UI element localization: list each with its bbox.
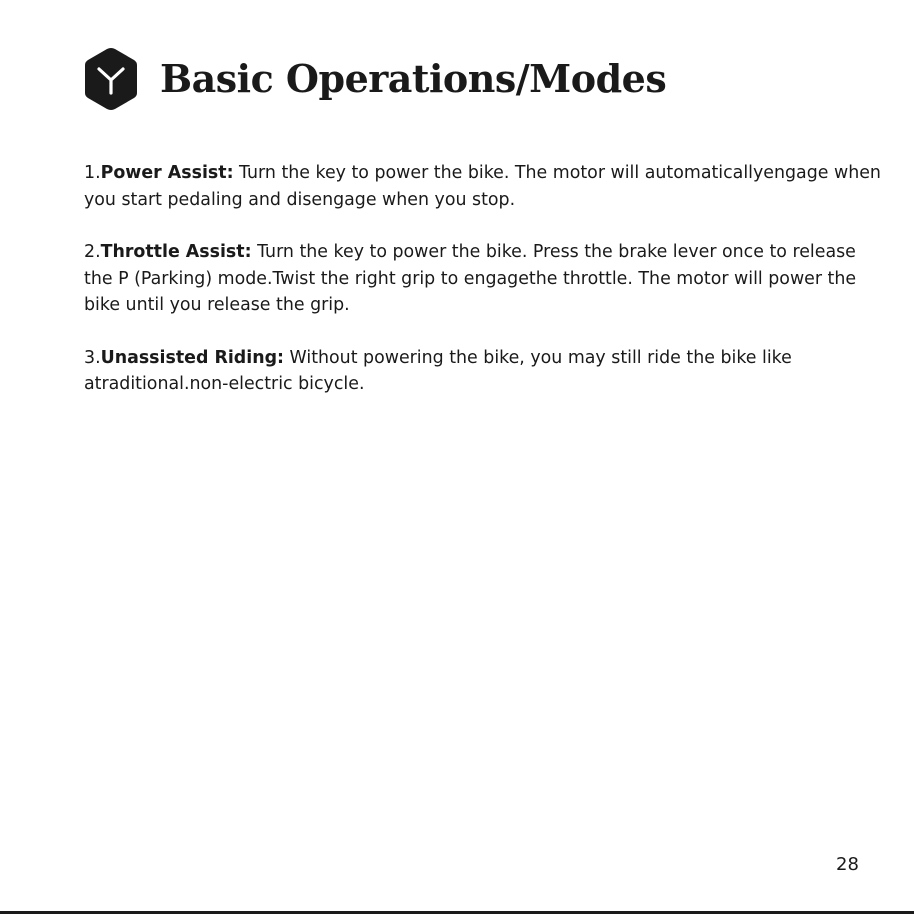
mode-description: Turn the key to power the bike. Press the brake lever once to release the P (Parking) mode.Twist the right grip to engagethe throttle. The motor will power the bike until you release the grip. (84, 242, 857, 315)
mode-term: Unassisted Riding: (100, 347, 285, 368)
mode-paragraph-unassisted-riding (84, 345, 884, 398)
mode-term: Throttle Assist: (100, 242, 252, 262)
page-header (82, 44, 666, 114)
page-title: Basic Operations/Modes (160, 56, 667, 101)
mode-paragraph-throttle-assist (84, 239, 884, 319)
mode-paragraph-power-assist (84, 160, 884, 213)
hexagon-logo-icon (82, 45, 140, 113)
page-number: 28 (836, 854, 859, 875)
operations-content (84, 160, 884, 424)
mode-description: Turn the key to power the bike. The motor will automaticallyengage when you start pedaling and disengage when you stop. (84, 163, 881, 210)
mode-number: 3. (84, 347, 101, 368)
mode-description: Without powering the bike, you may still ride the bike like atraditional.non-electric bicycle. (84, 347, 792, 394)
mode-number: 1. (84, 163, 101, 183)
mode-number: 2. (84, 242, 101, 262)
mode-term: Power Assist: (100, 163, 234, 183)
